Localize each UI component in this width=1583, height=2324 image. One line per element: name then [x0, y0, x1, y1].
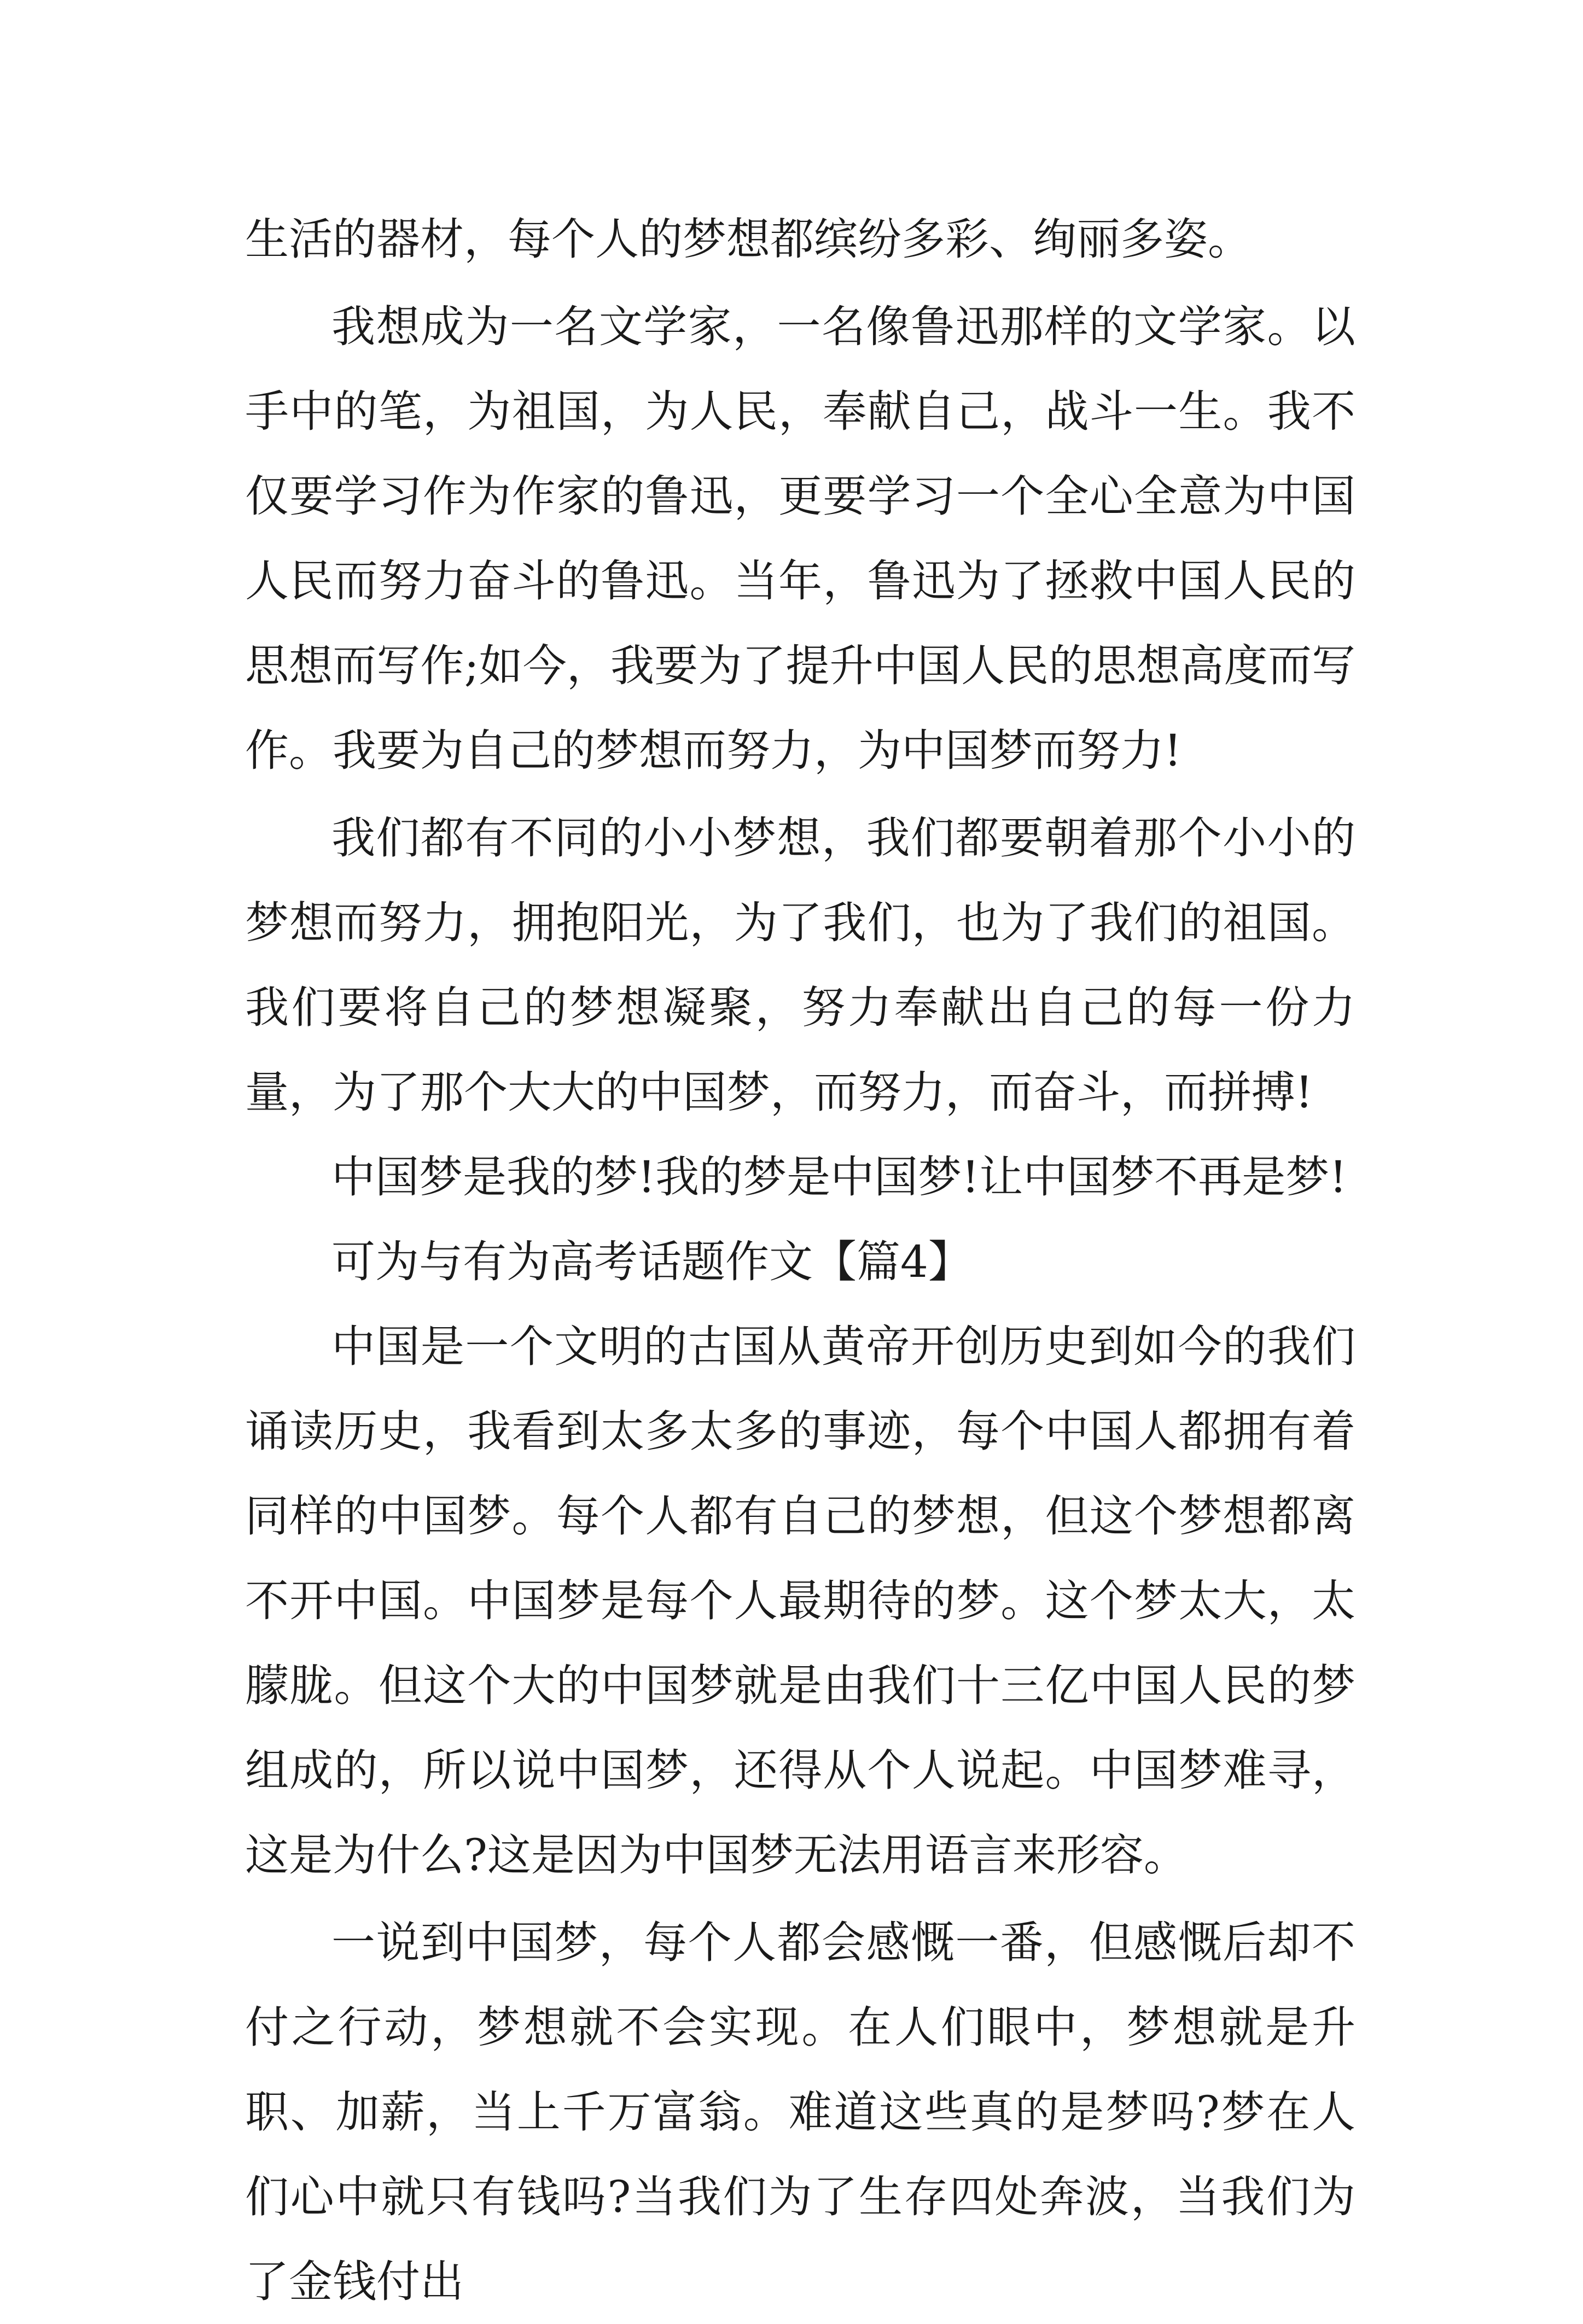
paragraph-action: 一说到中国梦，每个人都会感慨一番，但感慨后却不付之行动，梦想就不会实现。在人们眼中，梦想就是升职、加薪，当上千万富翁。难道这些真的是梦吗?梦在人们心中就只有钱吗?当我们为了生存四处奔波，当我们为了金钱付出 — [245, 1917, 1355, 2307]
section-heading: 可为与有为高考话题作文【篇4】 — [331, 1236, 972, 1287]
paragraph-continuation: 生活的器材，每个人的梦想都缤纷多彩、绚丽多姿。 — [245, 214, 1252, 265]
document-body — [245, 197, 1355, 2324]
paragraph-china-dream-slogan: 中国梦是我的梦!我的梦是中国梦!让中国梦不再是梦! — [331, 1152, 1347, 1202]
paragraph-small-dreams: 我们都有不同的小小梦想，我们都要朝着那个小小的梦想而努力，拥抱阳光，为了我们，也为了我们的祖国。我们要将自己的梦想凝聚，努力奉献出自己的每一份力量，为了那个大大的中国梦，而努力，而奋斗，而拼搏! — [245, 813, 1355, 1118]
paragraph-writer-dream: 我想成为一名文学家，一名像鲁迅那样的文学家。以手中的笔，为祖国，为人民，奉献自己，战斗一生。我不仅要学习作为作家的鲁迅，更要学习一个全心全意为中国人民而努力奋斗的鲁迅。当年，鲁迅为了拯救中国人民的思想而写作;如今，我要为了提升中国人民的思想高度而写作。我要为自己的梦想而努力，为中国梦而努力! — [245, 301, 1355, 776]
paragraph-ancient-country: 中国是一个文明的古国从黄帝开创历史到如今的我们诵读历史，我看到太多太多的事迹，每个中国人都拥有着同样的中国梦。每个人都有自己的梦想，但这个梦想都离不开中国。中国梦是每个人最期待的梦。这个梦太大，太朦胧。但这个大的中国梦就是由我们十三亿中国人民的梦组成的，所以说中国梦，还得从个人说起。中国梦难寻，这是为什么?这是因为中国梦无法用语言来形容。 — [245, 1321, 1355, 1881]
